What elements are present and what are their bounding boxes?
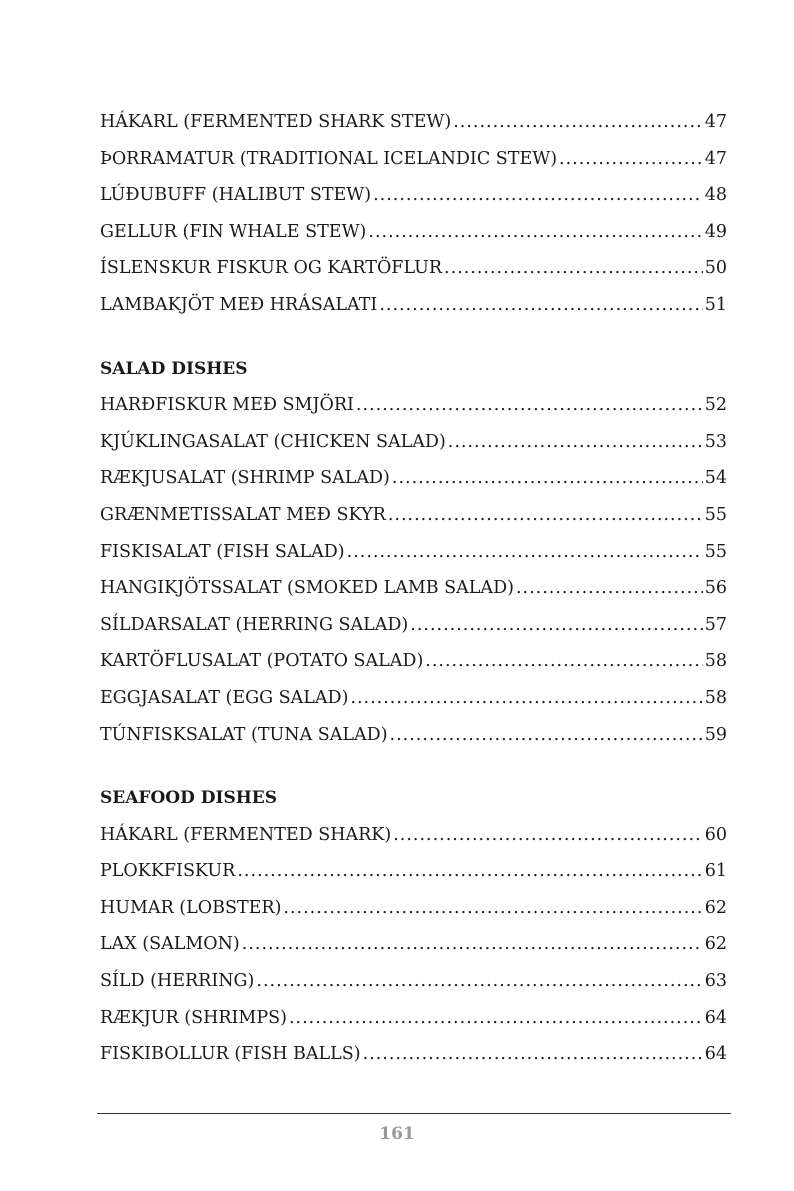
entry-title: LAX (SALMON) <box>100 934 240 955</box>
entry-page: 49 <box>704 221 727 242</box>
entry-page: 50 <box>704 258 727 279</box>
toc-entry[interactable] <box>100 141 727 178</box>
entry-page: 64 <box>704 1007 727 1028</box>
toc-entry[interactable] <box>100 717 727 754</box>
entry-title: HANGIKJÖTSSALAT (SMOKED LAMB SALAD) <box>100 578 514 599</box>
entry-page: 59 <box>704 724 727 745</box>
entry-title: PLOKKFISKUR <box>100 861 236 882</box>
entry-title: SÍLDARSALAT (HERRING SALAD) <box>100 614 409 635</box>
dot-leader <box>373 177 703 214</box>
dot-leader <box>448 424 703 461</box>
entry-title: GRÆNMETISSALAT MEÐ SKYR <box>100 504 386 525</box>
entry-page: 54 <box>704 468 727 489</box>
entry-title: LÚÐUBUFF (HALIBUT STEW) <box>100 185 372 206</box>
entry-title: SÍLD (HERRING) <box>100 971 255 992</box>
toc-entry[interactable] <box>100 1000 727 1037</box>
entry-title: GELLUR (FIN WHALE STEW) <box>100 221 367 242</box>
dot-leader <box>379 287 702 324</box>
dot-leader <box>425 643 702 680</box>
entry-page: 48 <box>704 185 727 206</box>
toc-entry[interactable] <box>100 534 727 571</box>
toc-entry[interactable] <box>100 607 727 644</box>
toc-entry[interactable] <box>100 680 727 717</box>
footer-rule <box>97 1113 731 1114</box>
toc-entry[interactable] <box>100 1036 727 1073</box>
entry-page: 56 <box>704 578 727 599</box>
entry-title: EGGJASALAT (EGG SALAD) <box>100 687 349 708</box>
entry-page: 64 <box>704 1044 727 1065</box>
toc-entry[interactable] <box>100 460 727 497</box>
toc-entry[interactable] <box>100 104 727 141</box>
entry-page: 61 <box>704 861 727 882</box>
entry-page: 47 <box>704 112 727 132</box>
entry-page: 55 <box>704 504 727 525</box>
toc-entry[interactable] <box>100 497 727 534</box>
entry-page: 63 <box>704 971 727 992</box>
entry-title: RÆKJUR (SHRIMPS) <box>100 1007 287 1028</box>
dot-leader <box>350 680 702 717</box>
entry-page: 47 <box>704 148 727 169</box>
entry-title: HÁKARL (FERMENTED SHARK) <box>100 824 392 845</box>
entry-page: 62 <box>704 934 727 955</box>
toc-entry[interactable] <box>100 890 727 927</box>
toc-entry[interactable] <box>100 963 727 1000</box>
entry-page: 57 <box>704 614 727 635</box>
dot-leader <box>392 460 703 497</box>
toc-entry[interactable] <box>100 926 727 963</box>
entry-title: LAMBAKJÖT MEÐ HRÁSALATI <box>100 294 378 315</box>
dot-leader <box>242 926 703 963</box>
entry-page: 58 <box>704 687 727 708</box>
entry-title: KJÚKLINGASALAT (CHICKEN SALAD) <box>100 431 446 452</box>
dot-leader <box>444 250 703 287</box>
dot-leader <box>347 534 703 571</box>
toc-entry[interactable] <box>100 570 727 607</box>
dot-leader <box>368 214 702 251</box>
dot-leader <box>256 963 702 1000</box>
dot-leader <box>388 497 703 534</box>
toc-entry[interactable] <box>100 817 727 854</box>
toc-entry[interactable] <box>100 643 727 680</box>
entry-page: 52 <box>704 395 727 416</box>
entry-title: FISKISALAT (FISH SALAD) <box>100 541 345 562</box>
toc-entry[interactable] <box>100 177 727 214</box>
toc-entry[interactable] <box>100 214 727 251</box>
entry-title: ÞORRAMATUR (TRADITIONAL ICELANDIC STEW) <box>100 148 558 169</box>
dot-leader <box>516 570 703 607</box>
toc-entry[interactable] <box>100 250 727 287</box>
dot-leader <box>363 1036 703 1073</box>
entry-page: 53 <box>704 431 727 452</box>
toc-entry[interactable] <box>100 387 727 424</box>
toc-entry[interactable] <box>100 853 727 890</box>
section-heading: SEAFOOD DISHES <box>100 788 278 809</box>
entry-title: TÚNFISKSALAT (TUNA SALAD) <box>100 724 388 745</box>
entry-title: KARTÖFLUSALAT (POTATO SALAD) <box>100 651 424 672</box>
entry-page: 60 <box>704 824 727 845</box>
entry-title: FISKIBOLLUR (FISH BALLS) <box>100 1044 361 1065</box>
dot-leader <box>356 387 703 424</box>
dot-leader <box>393 817 703 854</box>
dot-leader <box>410 607 702 644</box>
dot-leader <box>390 717 703 754</box>
page-number: 161 <box>379 1124 415 1144</box>
dot-leader <box>283 890 702 927</box>
toc-entry[interactable] <box>100 287 727 324</box>
section-heading: SALAD DISHES <box>100 358 248 379</box>
entry-page: 62 <box>704 897 727 918</box>
entry-title: HÁKARL (FERMENTED SHARK STEW) <box>100 112 452 132</box>
entry-title: HARÐFISKUR MEÐ SMJÖRI <box>100 395 354 416</box>
table-of-contents <box>100 104 727 1073</box>
entry-title: ÍSLENSKUR FISKUR OG KARTÖFLUR <box>100 258 443 279</box>
entry-page: 51 <box>704 294 727 315</box>
entry-page: 55 <box>704 541 727 562</box>
dot-leader <box>453 104 703 141</box>
entry-title: HUMAR (LOBSTER) <box>100 897 282 918</box>
dot-leader <box>237 853 702 890</box>
dot-leader <box>289 1000 703 1037</box>
dot-leader <box>559 141 703 178</box>
entry-page: 58 <box>704 651 727 672</box>
toc-entry[interactable] <box>100 424 727 461</box>
entry-title: RÆKJUSALAT (SHRIMP SALAD) <box>100 468 390 489</box>
